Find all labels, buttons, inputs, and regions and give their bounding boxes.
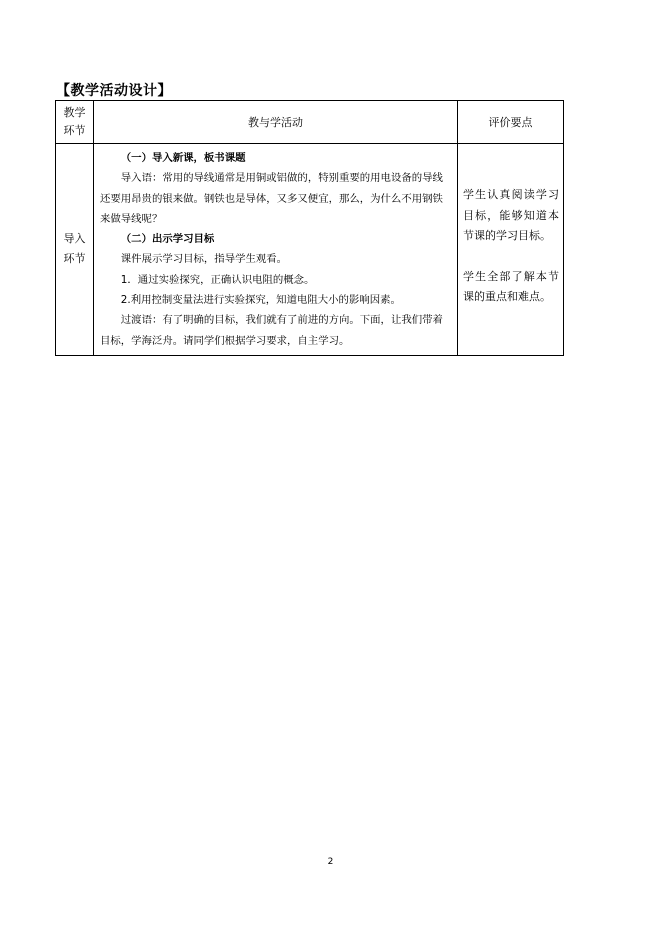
teaching-activity-table [55,100,564,356]
header-evaluation: 评价要点 [458,101,564,144]
evaluation-point-2: 学生全部了解本节课的重点和难点。 [463,269,559,303]
transition-text: 过渡语：有了明确的目标，我们就有了前进的方向。下面，让我们带着目标，学海泛舟。请同学们根据学习要求，自主学习。 [100,314,443,347]
evaluation-cell [458,144,564,356]
part1-text: 导入语：常用的导线通常是用铜或铝做的，特别重要的用电设备的导线还要用昂贵的银来做。钢铁也是导体，又多又便宜，那么，为什么不用钢铁来做导线呢？ [100,172,443,225]
stage-cell [56,144,94,356]
goal-2: 2.利用控制变量法进行实验探究，知道电阻大小的影响因素。 [120,294,401,307]
page-number: 2 [327,857,334,867]
goal-1: 1．通过实验探究，正确认识电阻的概念。 [120,273,315,286]
stage-label: 导入环节 [63,232,86,266]
section-title: 【教学活动设计】 [56,83,172,99]
table-header-row [56,101,564,144]
activity-cell [94,144,458,356]
header-activity: 教与学活动 [94,101,458,144]
header-stage [56,101,94,144]
part2-heading: （二）出示学习目标 [120,233,215,246]
part2-intro: 课件展示学习目标，指导学生观看。 [120,253,288,266]
part1-heading: （一）导入新课，板书课题 [120,152,246,164]
header-stage-label: 教学环节 [63,106,86,137]
table-row [56,144,564,356]
evaluation-point-1: 学生认真阅读学习目标，能够知道本节课的学习目标。 [463,188,559,242]
